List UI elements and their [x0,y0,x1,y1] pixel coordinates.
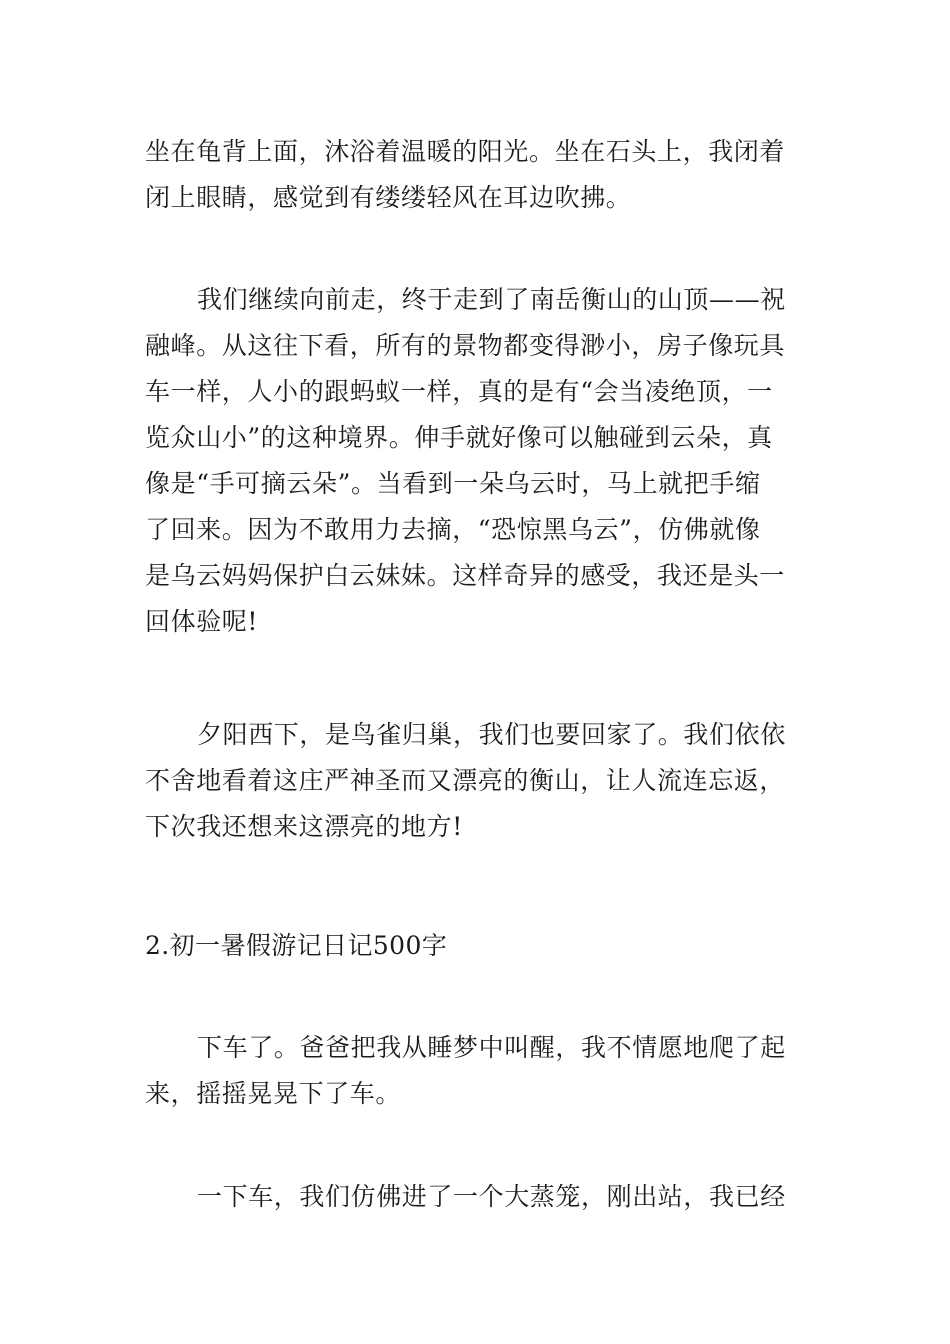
text-line: 融峰。从这往下看，所有的景物都变得渺小，房子像玩具 [145,331,786,360]
paragraph-turtle-rock [145,129,810,221]
text-line: 了回来。因为不敢用力去摘，“恐惊黑乌云”，仿佛就像 [145,515,761,544]
text-line: 一下车，我们仿佛进了一个大蒸笼，刚出站，我已经 [197,1182,786,1211]
text-line: 夕阳西下，是鸟雀归巢，我们也要回家了。我们依依 [197,720,786,749]
text-line: 来，摇摇晃晃下了车。 [145,1079,402,1108]
text-line: 我们继续向前走，终于走到了南岳衡山的山顶——祝 [197,285,786,314]
text-line: 览众山小”的这种境界。伸手就好像可以触碰到云朵，真 [145,423,773,452]
paragraph-sunset [145,712,810,850]
text-line: 下次我还想来这漂亮的地方! [145,812,463,841]
text-line: 像是“手可摘云朵”。当看到一朵乌云时，马上就把手缩 [145,469,761,498]
paragraph-steamer [145,1174,810,1220]
text-line: 坐在龟背上面，沐浴着温暖的阳光。坐在石头上，我闭着 [145,137,786,166]
text-line: 车一样，人小的跟蚂蚁一样，真的是有“会当凌绝顶，一 [145,377,773,406]
text-line: 不舍地看着这庄严神圣而又漂亮的衡山，让人流连忘返， [145,766,786,795]
text-line: 下车了。爸爸把我从睡梦中叫醒，我不情愿地爬了起 [197,1033,786,1062]
text-line: 是乌云妈妈保护白云妹妹。这样奇异的感受，我还是头一 [145,561,786,590]
text-line: 回体验呢! [145,607,259,636]
text-line: 闭上眼睛，感觉到有缕缕轻风在耳边吹拂。 [145,183,632,212]
section-heading: 2.初一暑假游记日记500字 [145,931,448,960]
paragraph-get-off-train [145,1025,810,1117]
paragraph-zhurong-peak [145,277,810,645]
